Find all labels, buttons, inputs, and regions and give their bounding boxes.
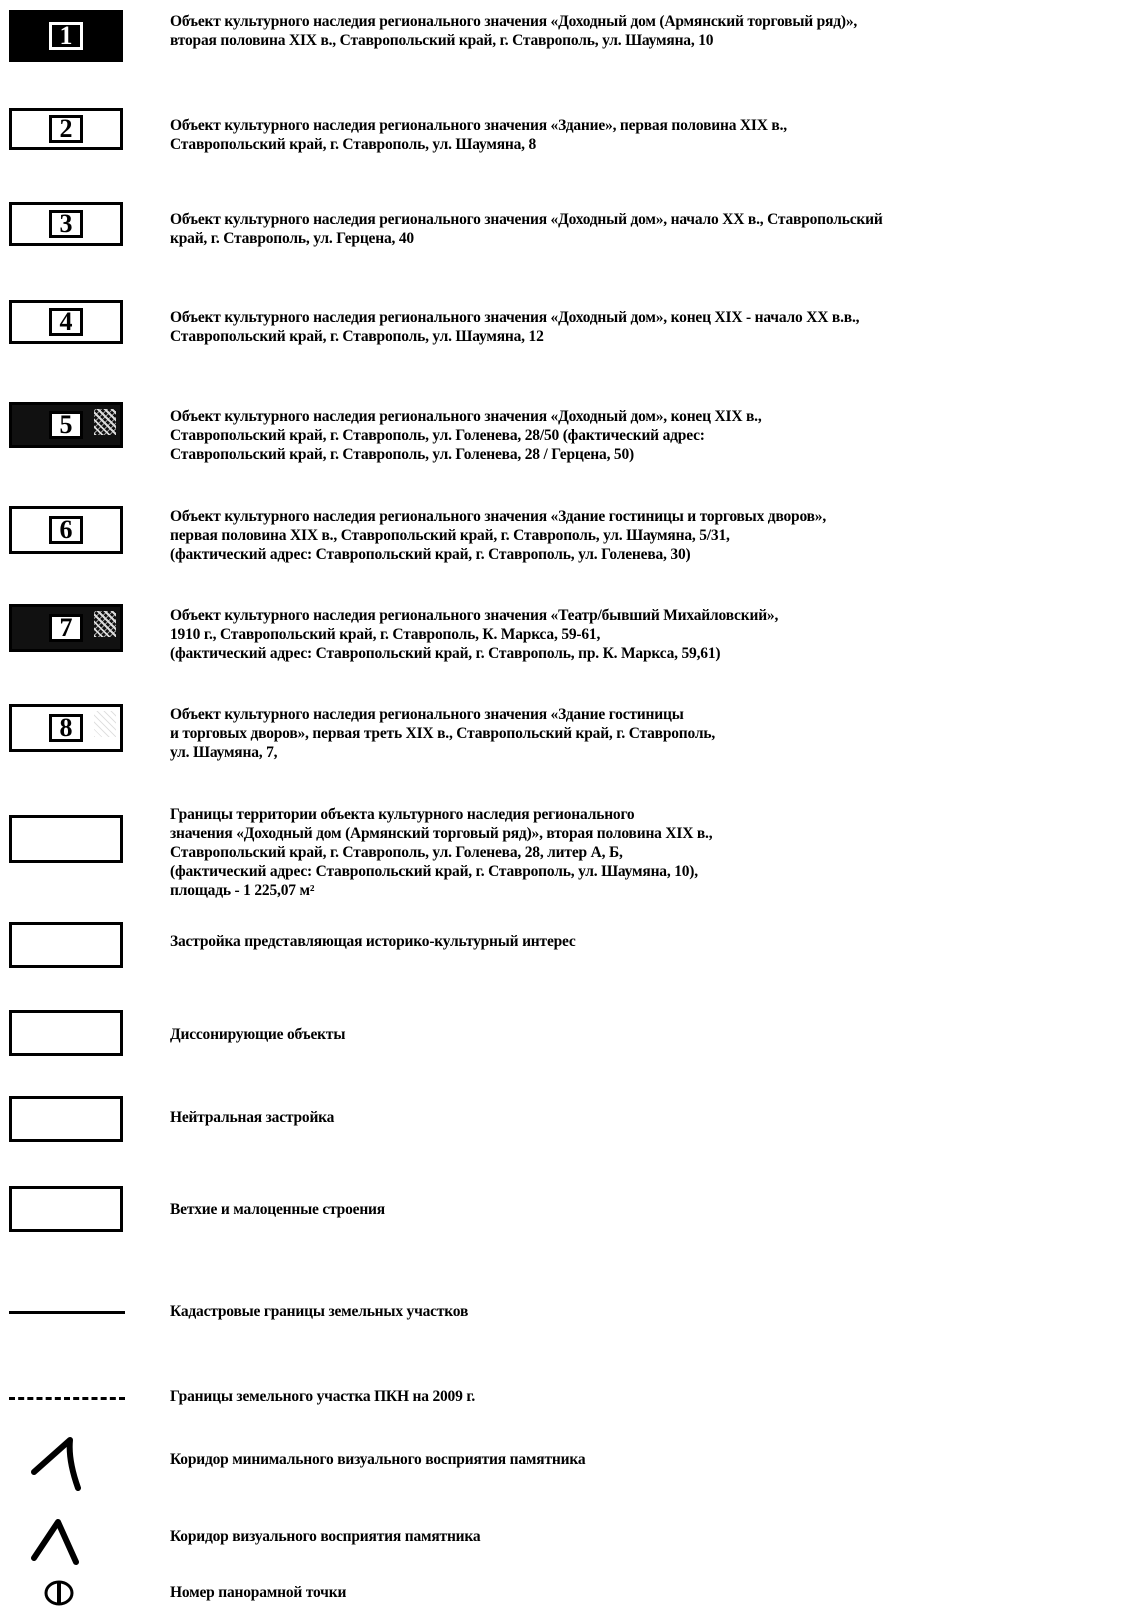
legend-text-3: Объект культурного наследия регионального значения «Доходный дом», начало XX в., Ставропольский край, г. Ставрополь, ул. Герцена, 40 (170, 211, 883, 247)
legend-number-4: 4 (49, 308, 83, 336)
legend-hatch-8 (94, 711, 116, 737)
legend-text-9: Границы территории объекта культурного наследия регионального значения «Доходный дом (Армянский торговый ряд)», вторая половина XIX в., Ставропольский край, г. Ставрополь, ул. Голенева, 28, литер А, Б, (фактический адрес: Ставропольский край, г. Ставрополь, ул. Шаумяна, 10), площадь - 1 225,07 м² (170, 806, 713, 899)
legend-text-10: Застройка представляющая историко-культурный интерес (170, 933, 576, 950)
legend-number-6: 6 (49, 516, 83, 544)
legend-swatch-5 (9, 402, 123, 448)
legend-text-6: Объект культурного наследия регионального значения «Здание гостиницы и торговых дворов», первая половина XIX в., Ставропольский край, г. Ставрополь, ул. Шаумяна, 5/31, (фактический адрес: Ставропольский край, г. Ставрополь, ул. Голенева, 30) (170, 508, 827, 563)
legend-hatch-7 (94, 611, 116, 637)
legend-swatch-1 (9, 10, 123, 62)
legend-text-15: Границы земельного участка ПКН на 2009 г. (170, 1388, 476, 1405)
legend-swatch-9 (9, 815, 123, 863)
legend-text-12: Нейтральная застройка (170, 1109, 335, 1126)
legend-text-4: Объект культурного наследия регионального значения «Доходный дом», конец XIX - начало XX в.в., Ставропольский край, г. Ставрополь, ул. Шаумяна, 12 (170, 309, 860, 345)
legend-text-1: Объект культурного наследия регионального значения «Доходный дом (Армянский торговый ряд)», вторая половина XIX в., Ставропольский край, г. Ставрополь, ул. Шаумяна, 10 (170, 13, 858, 49)
legend-number-8: 8 (49, 714, 83, 742)
legend-number-5: 5 (49, 411, 83, 439)
legend-swatch-4 (9, 300, 123, 344)
legend-number-3: 3 (49, 210, 83, 238)
legend-text-5: Объект культурного наследия регионального значения «Доходный дом», конец XIX в., Ставропольский край, г. Ставрополь, ул. Голенева, 28/50 (фактический адрес: Ставропольский край, г. Ставрополь, ул. Голенева, 28 / Герцена, 50) (170, 408, 762, 463)
legend-text-11: Диссонирующие объекты (170, 1026, 346, 1043)
legend-swatch-12 (9, 1096, 123, 1142)
legend-swatch-3 (9, 202, 123, 246)
panorama-point-icon (42, 1578, 76, 1608)
legend-text-14: Кадастровые границы земельных участков (170, 1303, 469, 1320)
legend-text-13: Ветхие и малоценные строения (170, 1201, 385, 1218)
legend-swatch-6 (9, 506, 123, 554)
legend-swatch-7 (9, 604, 123, 652)
legend-number-1: 1 (49, 22, 83, 50)
legend-number-2: 2 (49, 115, 83, 143)
legend-swatch-8 (9, 704, 123, 752)
legend-text-18: Номер панорамной точки (170, 1584, 347, 1601)
legend-text-2: Объект культурного наследия регионального значения «Здание», первая половина XIX в., Ставропольский край, г. Ставрополь, ул. Шаумяна, 8 (170, 117, 787, 153)
legend-text-8: Объект культурного наследия регионального значения «Здание гостиницы и торговых дворов», первая треть XIX в., Ставропольский край, г. Ставрополь, ул. Шаумяна, 7, (170, 706, 716, 761)
view-angle-icon (30, 1508, 90, 1568)
legend-text-17: Коридор визуального восприятия памятника (170, 1528, 481, 1545)
legend-number-7: 7 (49, 614, 83, 642)
legend-text-16: Коридор минимального визуального восприятия памятника (170, 1451, 586, 1468)
legend-swatch-10 (9, 922, 123, 968)
view-angle-minimal-icon (30, 1432, 90, 1492)
legend-hatch-5 (94, 409, 116, 435)
legend-line-solid (9, 1311, 125, 1314)
legend-swatch-13 (9, 1186, 123, 1232)
legend-line-dashed (9, 1397, 125, 1400)
legend-swatch-2 (9, 108, 123, 150)
legend-text-7: Объект культурного наследия регионального значения «Театр/бывший Михайловский», 1910 г., Ставропольский край, г. Ставрополь, К. Маркса, 59-61, (фактический адрес: Ставропольский край, г. Ставрополь, пр. К. Маркса, 59,61) (170, 607, 779, 662)
legend-swatch-11 (9, 1010, 123, 1056)
